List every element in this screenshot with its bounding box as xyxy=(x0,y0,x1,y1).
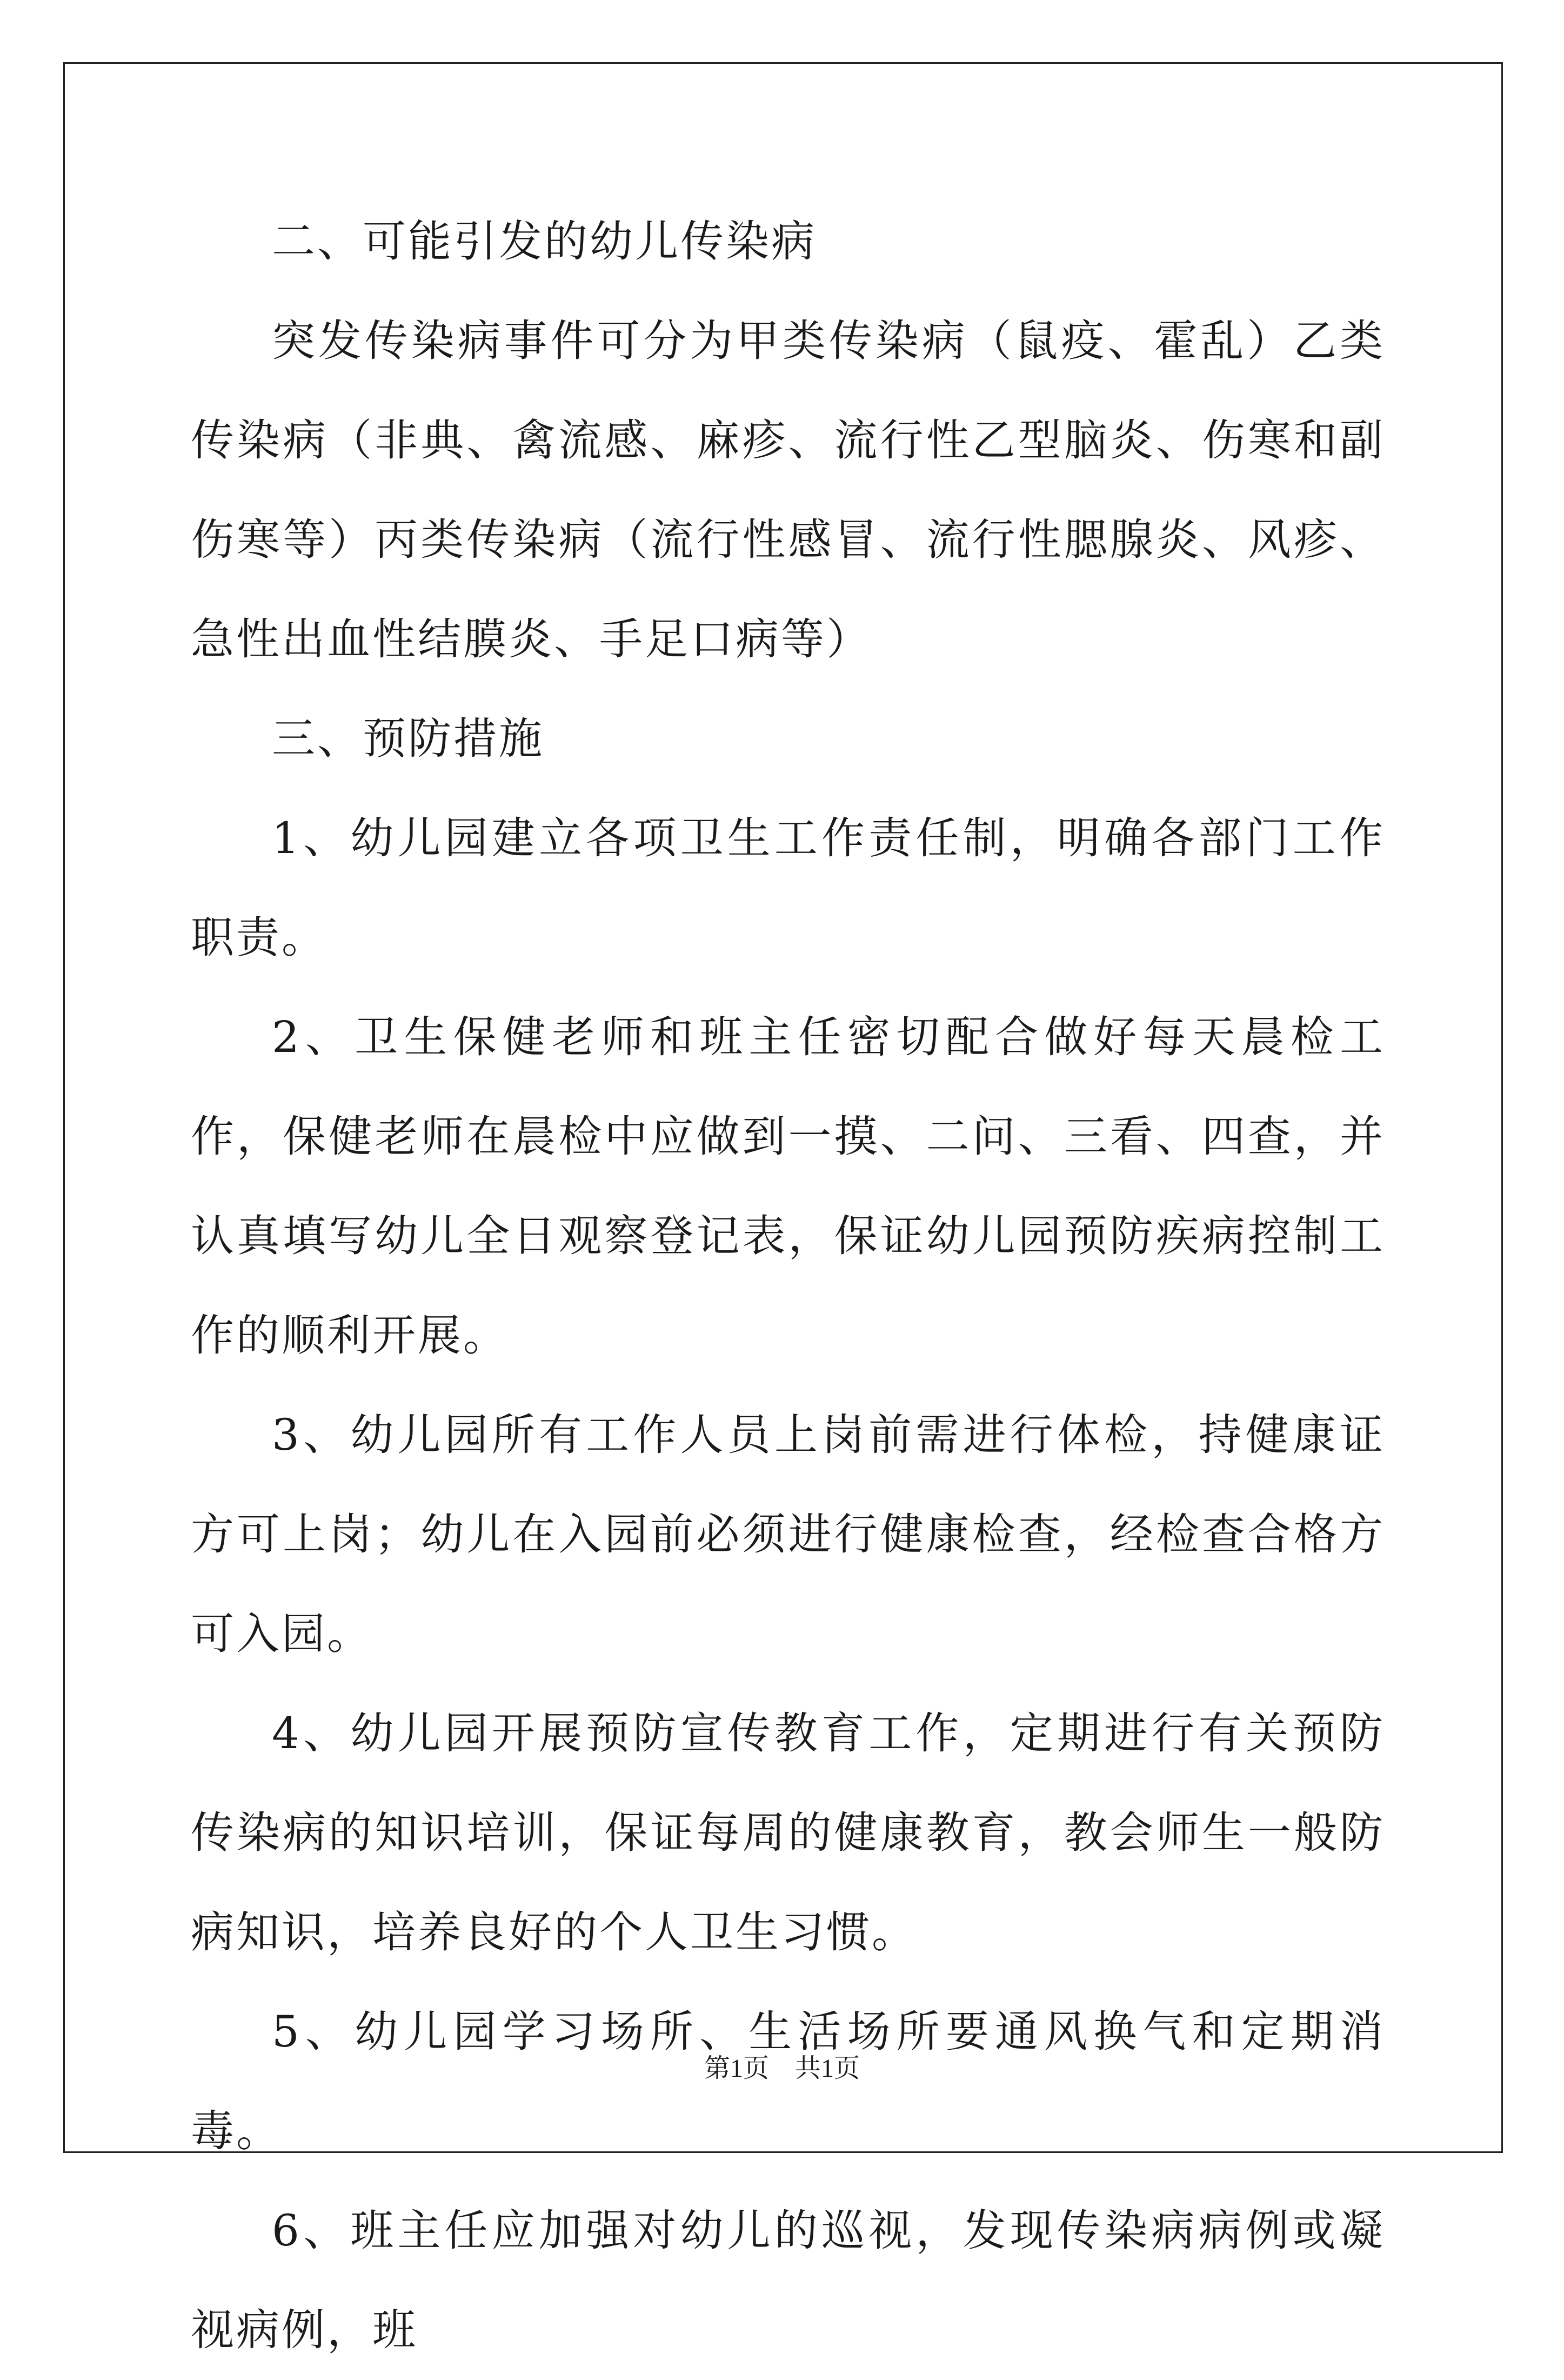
paragraph-measure-3: 3、幼儿园所有工作人员上岗前需进行体检，持健康证方可上岗；幼儿在入园前必须进行健康检查，经检查合格方可入园。 xyxy=(191,1410,1385,1659)
heading-prevention-measures: 三、预防措施 xyxy=(272,714,544,764)
page-number-footer: 第1页 共1页 xyxy=(704,2054,860,2083)
paragraph-measure-5: 5、幼儿园学习场所、生活场所要通风换气和定期消毒。 xyxy=(191,2006,1385,2156)
paragraph-disease-categories: 突发传染病事件可分为甲类传染病（鼠疫、霍乱）乙类传染病（非典、禽流感、麻疹、流行性乙型脑炎、伤寒和副伤寒等）丙类传染病（流行性感冒、流行性腮腺炎、风疹、急性出血性结膜炎、手足口病等） xyxy=(191,316,1385,664)
paragraph-measure-1: 1、幼儿园建立各项卫生工作责任制，明确各部门工作职责。 xyxy=(191,813,1385,963)
heading-infectious-diseases: 二、可能引发的幼儿传染病 xyxy=(272,216,817,266)
paragraph-measure-6: 6、班主任应加强对幼儿的巡视，发现传染病病例或凝视病例，班 xyxy=(191,2205,1385,2355)
paragraph-measure-2: 2、卫生保健老师和班主任密切配合做好每天晨检工作，保健老师在晨检中应做到一摸、二问、三看、四查，并认真填写幼儿全日观察登记表，保证幼儿园预防疾病控制工作的顺利开展。 xyxy=(191,1012,1385,1361)
paragraph-measure-4: 4、幼儿园开展预防宣传教育工作，定期进行有关预防传染病的知识培训，保证每周的健康教育，教会师生一般防病知识，培养良好的个人卫生习惯。 xyxy=(191,1708,1385,1957)
document-body xyxy=(191,192,1385,2380)
